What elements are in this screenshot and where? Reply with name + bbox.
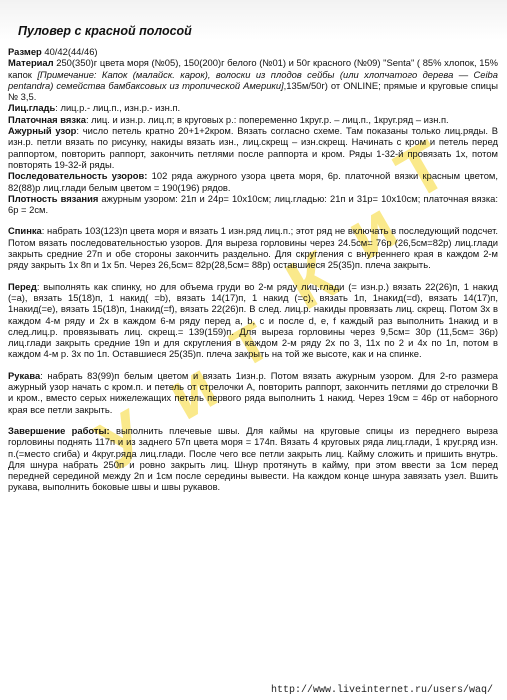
size-paragraph (8, 46, 498, 57)
size-text: 40/42(44/46) (41, 46, 98, 57)
sequence-paragraph (8, 170, 498, 193)
material-text: 250(350)г цвета моря (№05), 150(200)г белого (№01) и 50г красного (№09) "Senta" ( 85% хлопок, 15% капок (8, 57, 498, 80)
finishing-text: выполнить плечевые швы. Для каймы на круговые спицы из переднего выреза горловины поднять 117п и из заднего 57п цвета моря = 174п. Вязать 4 круговых ряда лиц.глади, 1 круг.ряд изн. п.(=место сгиба) и 4круг.ряда лиц.глади. После чего все петли закрыть лиц. Кайму сложить и пришить внутрь. Для шнура набрать 250п и ровно закрыть лиц. Шнур протянуть в кайму, при этом ввести за 1см перед передней серединой между 2п и 1см после середины вывести. На каждом конце шнура завязать узел. Вшить рукава, выполнить боковые швы и швы рукавов. (8, 424, 498, 493)
gauge-paragraph (8, 193, 498, 216)
size-label: Размер (8, 46, 42, 57)
garter-paragraph (8, 114, 498, 125)
lace-paragraph (8, 125, 498, 170)
garter-label: Платочная вязка (8, 113, 86, 125)
sequence-text: 102 ряда ажурного узора цвета моря, 6р. платочной вязки красным цветом, 82(88)р лиц.глади белым цветом = 190(196) рядов. (8, 170, 498, 193)
lace-label: Ажурный узор (8, 125, 77, 137)
gauge-label: Плотность вязания (8, 192, 99, 204)
finishing-paragraph (8, 425, 498, 493)
material-tail: ,135м/50г) от ONLINE; прямые и круговые спицы № 3,5. (8, 79, 499, 103)
material-label: Материал (8, 57, 54, 69)
sleeves-text: : набрать 83(99)п белым цветом и вязать 1изн.р. Потом вязать ажурным узором. Для 2-го размера ажурный узор начать с кром.п. и петель от стрелочки A, повторить раппорт, закончить петлями до стрелочки B и кром., вместо серых нижележащих петель первого ряда выполнить 1 накид. Через 19см = 46р от наборного края все петли закрыть. (8, 369, 498, 415)
front-text: : выполнять как спинку, но для объема груди во 2-м ряду лиц.глади (= изн.р.) вязать 22(26)п, 1 накид (=a), вязать 15(18)п, 1 накид( =b), вязать 14(17)п, 1 накид (=c), вязать 1п, 1накид(=d), вязать 14(17)п, 1накид(=e), вязать 15(18)п, 1накид(=f), вязать 22(26)п. В след. лиц.р. накиды провязать лиц. скрещ. Потом 3х в каждом 4-м ряду и 2х в каждом 6-м ряду перед a, b, c и после d, e, f каждый раз выполнить 1накид и в след.лиц.р. провязывать лиц. скрещ.= 139(159)п. Для выреза горловины через 9,5см= 30р (11,5см= 36р) лиц.глади закрыть средние 19п и для скругления в каждом 2-м ряду 2х по 3, 11х по 2 и 4х по 1п, потом в каждом 4-м р. 3х по 1п. Оставшиеся 25(35)п. плеча закрыть на той же высоте, как и на спинке. (8, 280, 498, 360)
sleeves-label: Рукава (8, 369, 41, 381)
sequence-label: Последовательность узоров: (8, 170, 148, 182)
stockinette-text: : лиц.р.- лиц.п., изн.р.- изн.п. (55, 102, 181, 114)
back-text: : набрать 103(123)п цвета моря и вязать 1 изн.ряд лиц.п.; этот ряд не включать в последующий подсчет. Потом вязать последовательностью узоров. Для выреза горловины через 24.5см= 76р (26,5см=82р) лиц.глади закрыть средние 27п и обе стороны закончить раздельно. Для скругления с внутреннего края в каждом 2-м ряду закрыть 1х 8п и 1х 5п. Через 26,5см= 82р(28,5см= 88р) оставшиеся 25(35)п. плеча закрыть. (8, 225, 498, 271)
garter-text: : лиц. и изн.р. лиц.п; в круговых р.: попеременно 1круг.р. – лиц.п., 1круг.ряд – изн.п. (85, 113, 449, 125)
page-title: Пуловер с красной полосой (18, 24, 192, 38)
source-url[interactable]: http://www.liveinternet.ru/users/waq/ (270, 685, 493, 696)
pattern-text (8, 46, 498, 493)
watermark-letter: т (212, 297, 282, 383)
watermark-letter: и (333, 185, 410, 275)
material-paragraph (8, 57, 498, 102)
back-label: Спинка (8, 225, 42, 237)
back-paragraph (8, 225, 498, 270)
watermark-letter: К (273, 235, 350, 325)
gauge-text: ажурным узором: 21п и 24р= 10х10см; лиц.гладью: 21п и 31р= 10х10см; платочная вязка: 6р = 2см. (8, 192, 498, 216)
front-paragraph (8, 281, 498, 360)
stockinette-paragraph (8, 102, 498, 113)
stockinette-label: Лиц.гладь (8, 102, 56, 114)
sleeves-paragraph (8, 370, 498, 415)
finishing-label: Завершение работы: (8, 424, 110, 436)
lace-text: : число петель кратно 20+1+2кром. Вязать согласно схеме. Там показаны только лиц.ряды. В изн.р. петли вязать по рисунку, накиды вязать изн., лиц.скрещ – изн.скрещ. Начинать с кром и петель перед раппортом, повторить раппорт, закончить петлями после раппорта и кром. Ряды 1-32-й провязать 1х, потом повторять 19-32-й ряды. (8, 125, 498, 170)
material-note: [Примечание: Капок (малайск. карок), волоски из плодов сейбы (или хлопчатого дерева — Ceiba pentandra) семейства бамбаксовых из тропической Америки] (8, 68, 498, 91)
watermark-letter: и (153, 345, 230, 435)
front-label: Перед (8, 280, 37, 292)
watermark-letter: Т (383, 125, 460, 215)
watermark-letter: У (83, 395, 161, 485)
